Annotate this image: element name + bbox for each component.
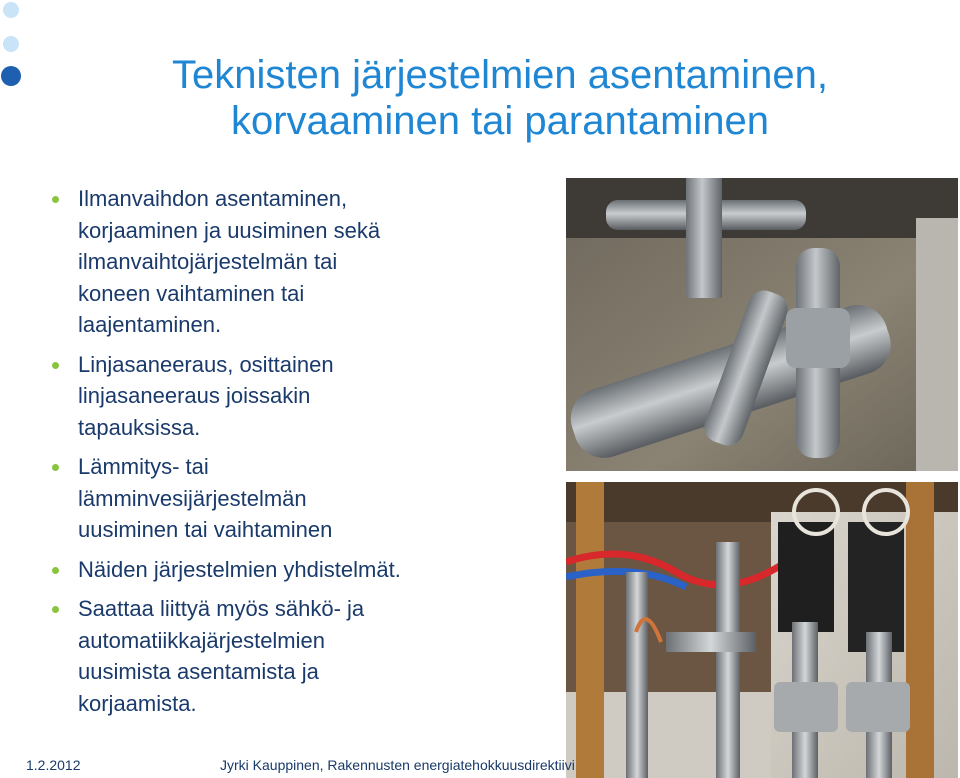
bullet-icon xyxy=(52,464,59,471)
bullet-line: Linjasaneeraus, osittainen xyxy=(78,351,334,377)
heating-pipes-photo xyxy=(566,482,958,778)
bullet-line: lämminvesijärjestelmän xyxy=(78,485,307,511)
bullet-item xyxy=(50,183,550,341)
bullet-icon xyxy=(52,567,59,574)
bullet-line: Ilmanvaihdon asentaminen, xyxy=(78,186,348,211)
bullet-icon xyxy=(52,362,59,369)
slide-title-line: korvaaminen tai parantaminen xyxy=(230,99,770,143)
bullet-line: Näiden järjestelmien yhdistelmät. xyxy=(78,556,401,582)
decor-dot-dark xyxy=(1,66,21,86)
bullet-line: tapauksissa. xyxy=(78,414,201,440)
bullet-line: Lämmitys- tai xyxy=(78,454,209,479)
footer-author: Jyrki Kauppinen, Rakennusten energiatehokkuusdirektiivi xyxy=(220,757,575,773)
bullet-icon xyxy=(52,196,59,203)
bullet-item xyxy=(50,554,550,586)
bullet-line: uusimista asentamista ja xyxy=(78,659,319,684)
bullet-line: ilmanvaihtojärjestelmän tai xyxy=(78,249,338,274)
bullet-line: linjasaneeraus joissakin xyxy=(78,383,311,408)
bullet-line: laajentaminen. xyxy=(78,312,222,337)
bullet-line: korjaaminen ja uusiminen sekä xyxy=(78,217,381,243)
bullet-line: korjaamista. xyxy=(78,690,197,716)
bullet-list xyxy=(50,183,550,727)
ventilation-pipes-photo xyxy=(566,178,958,471)
decor-dot-light xyxy=(3,2,19,18)
bullet-item xyxy=(50,349,550,444)
footer-date: 1.2.2012 xyxy=(26,757,81,773)
slide-title xyxy=(40,52,960,144)
ventilation-pipes-illustration xyxy=(566,178,958,471)
bullet-line: Saattaa liittyä myös sähkö- ja xyxy=(78,596,365,621)
bullet-line: koneen vaihtaminen tai xyxy=(78,280,305,306)
bullet-icon xyxy=(52,606,59,613)
bullet-item xyxy=(50,593,550,719)
bullet-item xyxy=(50,451,550,546)
bullet-line: uusiminen tai vaihtaminen xyxy=(78,517,333,542)
bullet-line: automatiikkajärjestelmien xyxy=(78,627,325,653)
decor-dot-light xyxy=(3,36,19,52)
slide-title-line: Teknisten järjestelmien asentaminen, xyxy=(172,53,828,97)
heating-pipes-illustration xyxy=(566,482,958,778)
